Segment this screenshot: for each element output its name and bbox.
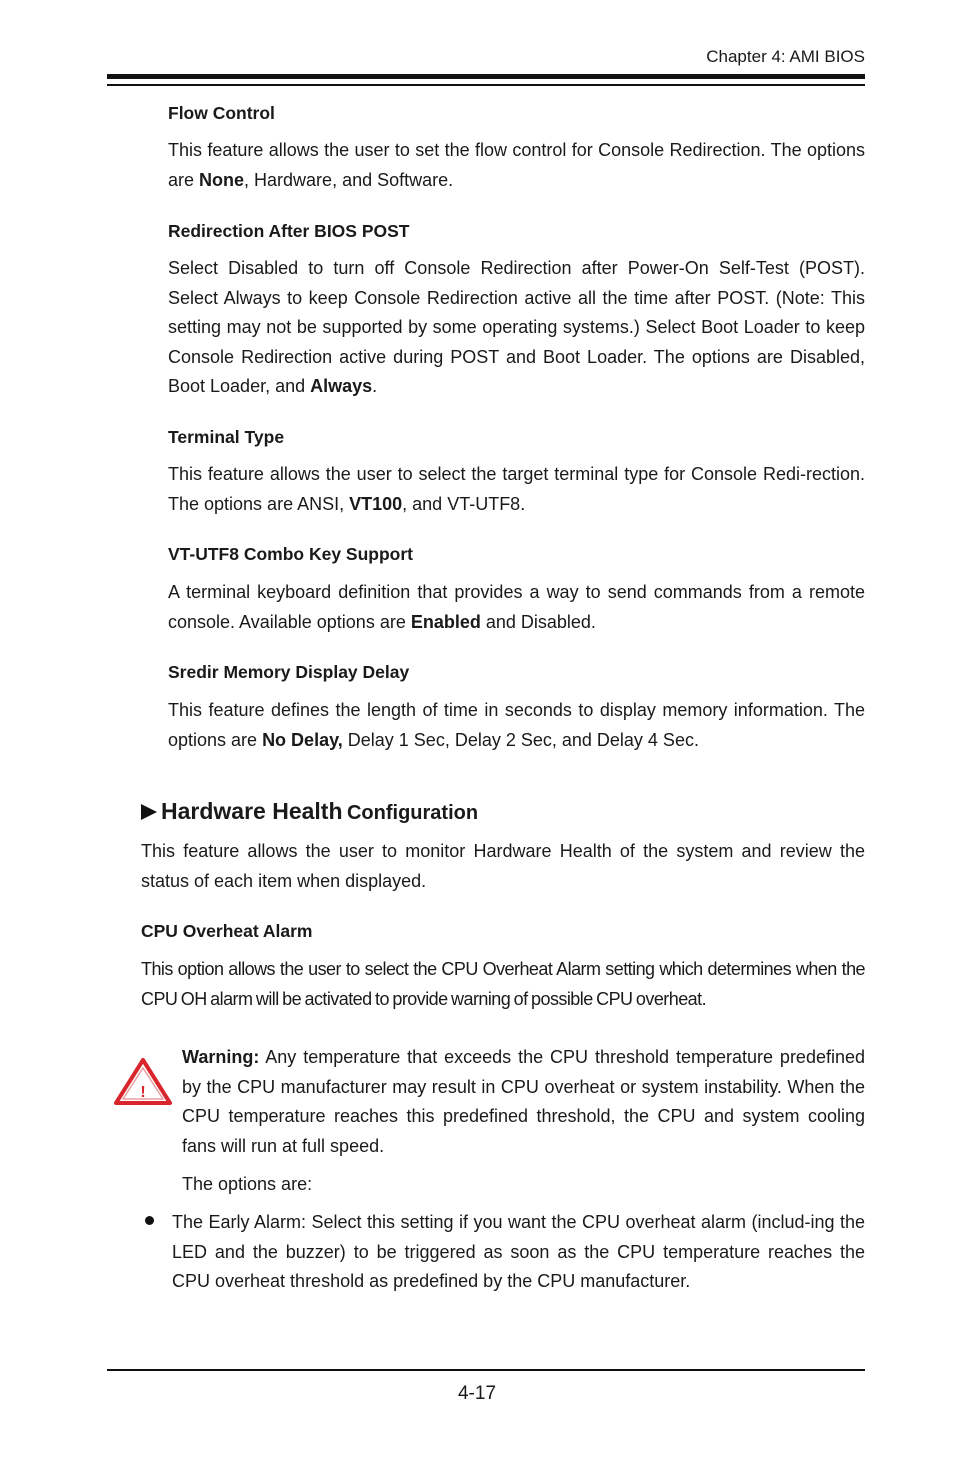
cpu-overheat-body	[141, 955, 865, 1014]
sredir-default: No Delay,	[262, 729, 343, 750]
footer-rule	[107, 1369, 865, 1371]
page-number: 4-17	[457, 1383, 497, 1404]
redirection-heading: Redirection After BIOS POST	[168, 221, 410, 241]
warning-paragraph: Warning: Any temperature that exceeds the CPU threshold temperature predefined by the CPU manufacturer may result in CPU overheat or system instability. When the CPU temperature reaches this predefined threshold, the CPU and system cooling fans will run at full speed.	[182, 1047, 865, 1156]
redirection-paragraph: Select Disabled to turn off Console Redirection after Power-On Self-Test (POST). Select Always to keep Console Redirection active all the time after POST. (Note: This setting may not be supported by some operating systems.) Select Boot Loader to keep Console Redirection active during POST and Boot Loader. The options are Disabled, Boot Loader, and Always.	[168, 258, 865, 396]
header-rule-thin	[107, 84, 865, 86]
cpu-overheat-paragraph: This option allows the user to select the CPU Overheat Alarm setting which determines when the CPU OH alarm will be activated to provide warning of possible CPU overheat.	[141, 959, 865, 1009]
options-intro	[182, 1170, 865, 1200]
sredir-heading: Sredir Memory Display Delay	[168, 662, 410, 682]
terminal-type-default: VT100	[349, 493, 403, 514]
warning-triangle-icon	[113, 1057, 173, 1107]
vt-utf8-body	[168, 578, 865, 637]
sredir-section	[168, 661, 865, 683]
warning-label: Warning:	[182, 1047, 260, 1067]
redirection-body	[168, 254, 865, 402]
warning-box	[182, 1043, 865, 1161]
cpu-overheat-heading: CPU Overheat Alarm	[141, 921, 313, 941]
terminal-type-paragraph: This feature allows the user to select the target terminal type for Console Redi-rection. The options are ANSI, VT100, and VT-UTF8.	[168, 464, 865, 514]
options-intro-text: The options are:	[182, 1174, 313, 1194]
flow-control-paragraph: This feature allows the user to set the flow control for Console Redirection. The options are None, Hardware, and Software.	[168, 140, 865, 190]
terminal-type-heading: Terminal Type	[168, 427, 285, 447]
vt-utf8-section	[168, 543, 865, 565]
svg-text:!: !	[140, 1084, 146, 1101]
vt-utf8-heading: VT-UTF8 Combo Key Support	[168, 544, 413, 564]
terminal-type-body	[168, 460, 865, 519]
flow-control-body	[168, 136, 865, 195]
bullet-icon	[145, 1216, 154, 1225]
list-item	[172, 1208, 865, 1297]
hardware-health-body	[141, 837, 865, 896]
flow-control-section	[168, 102, 865, 124]
vt-utf8-default: Enabled	[410, 611, 481, 632]
submenu-arrow-icon	[141, 804, 157, 820]
hardware-health-heading: Hardware Health Configuration	[141, 798, 478, 825]
sredir-body	[168, 696, 865, 755]
vt-utf8-paragraph: A terminal keyboard definition that provides a way to send commands from a remote console. Available options are Enabled and Disabled.	[168, 582, 865, 632]
sredir-paragraph: This feature defines the length of time in seconds to display memory information. The options are No Delay, Delay 1 Sec, Delay 2 Sec, and Delay 4 Sec.	[168, 700, 865, 750]
flow-control-default: None	[199, 169, 245, 190]
terminal-type-section	[168, 426, 865, 448]
header-rule-thick	[107, 74, 865, 79]
flow-control-heading: Flow Control	[168, 103, 275, 123]
redirection-default: Always	[310, 376, 373, 396]
cpu-overheat-section	[141, 920, 865, 942]
redirection-section	[168, 220, 865, 242]
list-item-text: The Early Alarm: Select this setting if you want the CPU overheat alarm (includ-ing the LED and the buzzer) to be triggered as soon as the CPU temperature reaches the CPU overheat threshold as predefined by the CPU manufacturer.	[172, 1212, 865, 1291]
hardware-health-paragraph: This feature allows the user to monitor Hardware Health of the system and review the status of each item when displayed.	[141, 841, 865, 891]
chapter-title: Chapter 4: AMI BIOS	[706, 47, 865, 66]
